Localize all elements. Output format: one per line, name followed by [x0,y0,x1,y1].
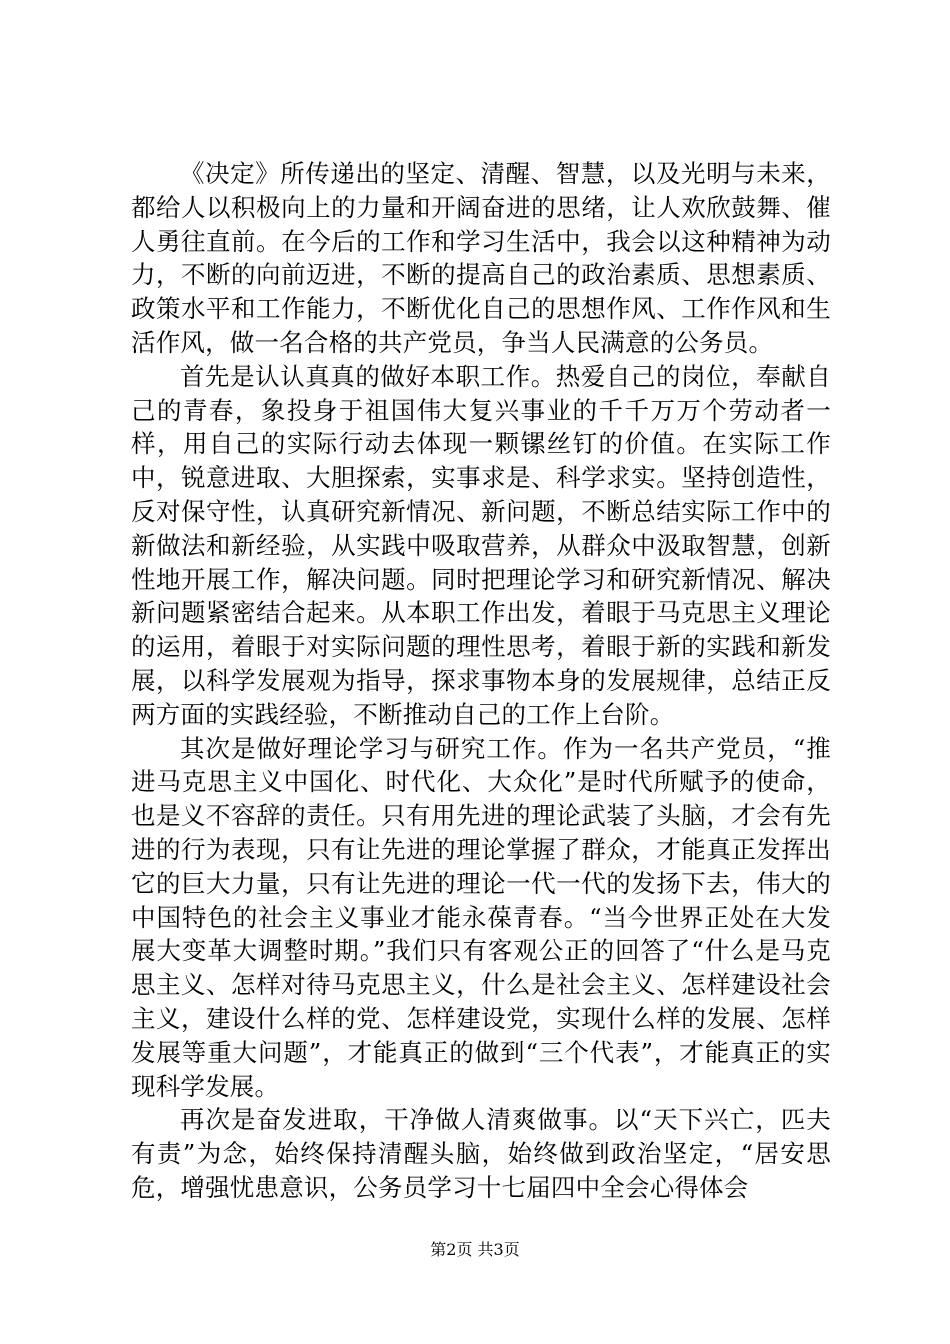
paragraph-4: 再次是奋发进取，干净做人清爽做事。以“天下兴亡，匹夫有责”为念，始终保持清醒头脑，始终做到政治坚定，“居安思危，增强忧患意识，公务员学习十七届四中全会心得体会 [131,1105,831,1202]
paragraph-1: 《决定》所传递出的坚定、清醒、智慧，以及光明与未来，都给人以积极向上的力量和开阔奋进的思绪，让人欢欣鼓舞、催人勇往直前。在今后的工作和学习生活中，我会以这种精神为动力，不断的向前迈进，不断的提高自己的政治素质、思想素质、政策水平和工作能力，不断优化自己的思想作风、工作作风和生活作风，做一名合格的共产党员，争当人民满意的公务员。 [131,159,831,357]
document-body [131,157,831,1205]
page-footer: 第2页 共3页 [430,1240,520,1259]
paragraph-2: 首先是认认真真的做好本职工作。热爱自己的岗位，奉献自己的青春，象投身于祖国伟大复兴事业的千千万万个劳动者一样，用自己的实际行动去体现一颗镙丝钉的价值。在实际工作中，锐意进取、大胆探索，实事求是、科学求实。坚持创造性，反对保守性，认真研究新情况、新问题，不断总结实际工作中的新做法和新经验，从实践中吸取营养，从群众中汲取智慧，创新性地开展工作，解决问题。同时把理论学习和研究新情况、解决新问题紧密结合起来。从本职工作出发，着眼于马克思主义理论的运用，着眼于对实际问题的理性思考，着眼于新的实践和新发展，以科学发展观为指导，探求事物本身的发展规律，总结正反两方面的实践经验，不断推动自己的工作上台阶。 [131,361,831,729]
paragraph-3: 其次是做好理论学习与研究工作。作为一名共产党员，“推进马克思主义中国化、时代化、大众化”是时代所赋予的使命，也是义不容辞的责任。只有用先进的理论武装了头脑，才会有先进的行为表现，只有让先进的理论掌握了群众，才能真正发挥出它的巨大力量，只有让先进的理论一代一代的发扬下去，伟大的中国特色的社会主义事业才能永葆青春。“当今世界正处在大发展大变革大调整时期。”我们只有客观公正的回答了“什么是马克思主义、怎样对待马克思主义，什么是社会主义、怎样建设社会主义，建设什么样的党、怎样建设党，实现什么样的发展、怎样发展等重大问题”，才能真正的做到“三个代表”，才能真正的实现科学发展。 [131,733,831,1101]
